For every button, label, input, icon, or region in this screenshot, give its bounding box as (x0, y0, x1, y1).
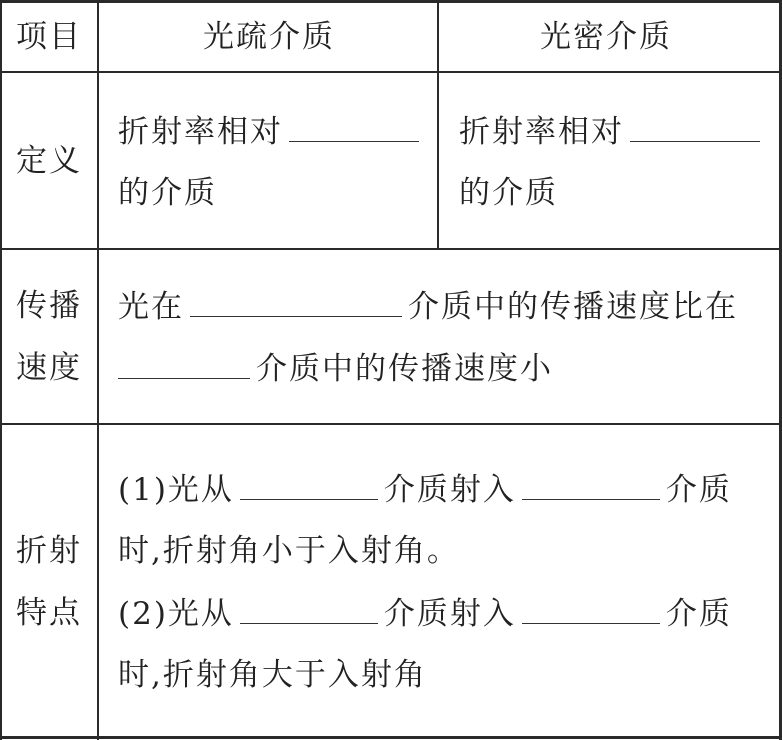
header-dense-medium: 光密介质 (540, 19, 672, 55)
refraction-p2-line2: 时,折射角大于入射角 (118, 657, 427, 693)
header-item: 项目 (16, 19, 82, 55)
speed-divider (0, 423, 782, 425)
table-border-top (0, 0, 782, 3)
table-border-left (0, 0, 2, 740)
definition-dense-text: 折射率相对 (459, 114, 624, 150)
definition-sparse-blank (289, 111, 419, 142)
speed-line2 (118, 348, 553, 389)
definition-dense-blank (630, 111, 760, 142)
refraction-p2-blank-2 (522, 593, 660, 624)
refraction-p2-text-c: 介质 (665, 596, 732, 632)
refraction-p1-text-b: 介质射入 (383, 472, 516, 508)
refraction-p1-text-a: (1)光从 (118, 472, 234, 508)
speed-label-line1: 传播 (16, 288, 82, 324)
refraction-p1-blank-2 (522, 469, 660, 500)
refraction-label-line1: 折射 (16, 533, 82, 569)
table-border-bottom (0, 736, 782, 739)
refraction-p2-line1 (118, 593, 732, 634)
speed-text-c: 介质中的传播速度小 (256, 351, 553, 387)
refraction-p1-line2: 时,折射角小于入射角。 (118, 533, 460, 569)
refraction-p2-text-b: 介质射入 (383, 596, 516, 632)
label-column-divider (97, 0, 99, 740)
medium-column-divider (437, 0, 439, 250)
speed-text-b: 介质中的传播速度比在 (408, 289, 738, 325)
refraction-label-line2: 特点 (16, 595, 82, 631)
header-divider (0, 71, 782, 73)
refraction-p1-line1 (118, 469, 732, 510)
refraction-p1-blank-1 (240, 469, 378, 500)
speed-label-line2: 速度 (16, 350, 82, 386)
definition-divider (0, 248, 782, 250)
refraction-p2-text-a: (2)光从 (118, 596, 234, 632)
definition-label: 定义 (16, 143, 82, 179)
definition-dense-line2: 的介质 (459, 175, 558, 211)
speed-blank-1 (190, 286, 402, 317)
refraction-p2-blank-1 (240, 593, 378, 624)
definition-sparse-line2: 的介质 (118, 175, 217, 211)
definition-sparse-text: 折射率相对 (118, 114, 283, 150)
definition-sparse-line1 (118, 111, 419, 152)
definition-dense-line1 (459, 111, 760, 152)
speed-blank-2 (118, 348, 250, 379)
refraction-p1-text-c: 介质 (665, 472, 732, 508)
speed-text-a: 光在 (118, 289, 184, 325)
speed-line1 (118, 286, 738, 327)
header-sparse-medium: 光疏介质 (203, 19, 335, 55)
